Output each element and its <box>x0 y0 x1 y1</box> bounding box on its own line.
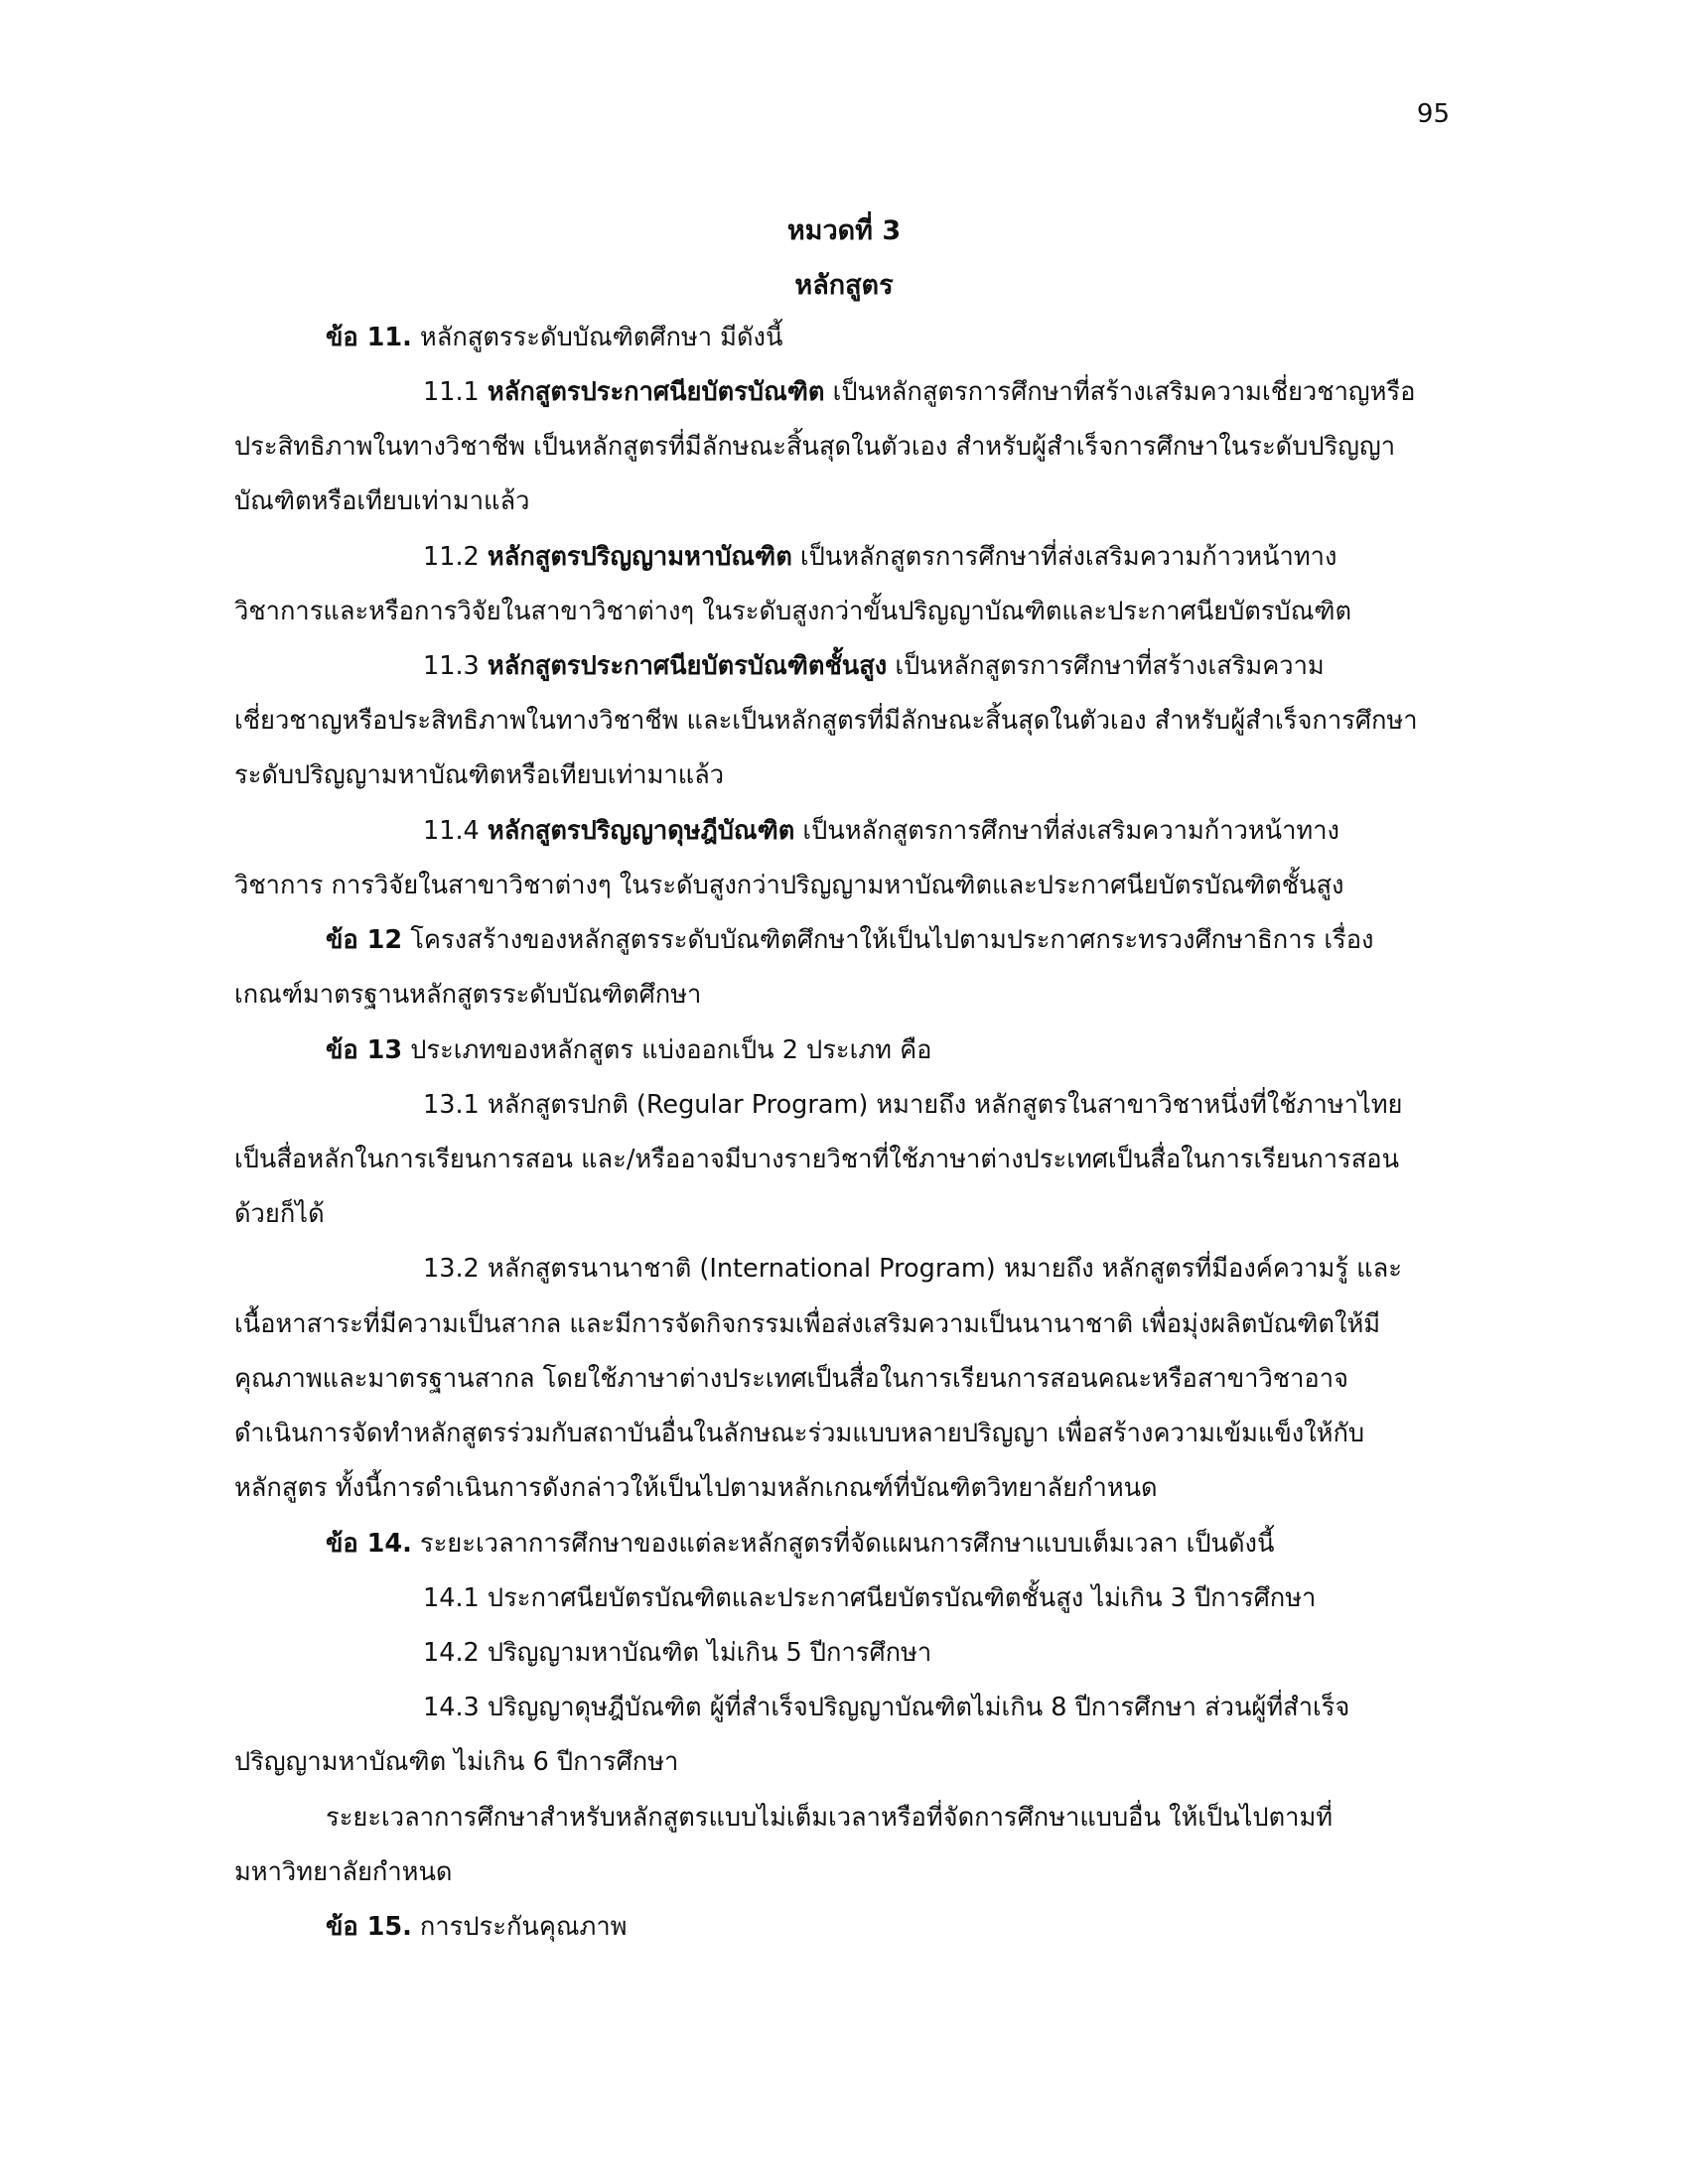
clause-12-line-1: ข้อ 12 โครงสร้างของหลักสูตรระดับบัณฑิตศึกษาให้เป็นไปตามประกาศกระทรวงศึกษาธิการ เรื่อง <box>326 925 1374 955</box>
item-11-4-line-1: 11.4 หลักสูตรปริญญาดุษฎีบัณฑิต เป็นหลักสูตรการศึกษาที่ส่งเสริมความก้าวหน้าทาง <box>423 816 1339 846</box>
item-11-3-line-1: 11.3 หลักสูตรประกาศนียบัตรบัณฑิตชั้นสูง เป็นหลักสูตรการศึกษาที่สร้างเสริมความ <box>423 651 1325 681</box>
clause-15-heading: ข้อ 15. การประกันคุณภาพ <box>326 1912 628 1942</box>
item-term: หลักสูตรประกาศนียบัตรบัณฑิต <box>487 377 825 407</box>
item-11-1-line-1: 11.1 หลักสูตรประกาศนียบัตรบัณฑิต เป็นหลักสูตรการศึกษาที่สร้างเสริมความเชี่ยวชาญหรือ <box>423 377 1416 407</box>
clause-13-heading: ข้อ 13 ประเภทของหลักสูตร แบ่งออกเป็น 2 ประเภท คือ <box>326 1035 932 1065</box>
chapter-heading: หมวดที่ 3 <box>786 215 902 246</box>
item-14-3-line-2: ปริญญามหาบัณฑิต ไม่เกิน 6 ปีการศึกษา <box>234 1747 679 1777</box>
item-term: หลักสูตรประกาศนียบัตรบัณฑิตชั้นสูง <box>487 651 888 681</box>
item-11-1-line-3: บัณฑิตหรือเทียบเท่ามาแล้ว <box>234 486 530 516</box>
item-term: หลักสูตรปริญญาดุษฎีบัณฑิต <box>487 816 795 846</box>
item-11-2-line-2: วิชาการและหรือการวิจัยในสาขาวิชาต่างๆ ในระดับสูงกว่าขั้นปริญญาบัณฑิตและประกาศนียบัตรบัณฑิต <box>234 597 1352 626</box>
item-term: หลักสูตรปริญญามหาบัณฑิต <box>487 542 792 572</box>
item-13-2-line-1: 13.2 หลักสูตรนานาชาติ (International Program) หมายถึง หลักสูตรที่มีองค์ความรู้ และ <box>423 1254 1402 1284</box>
item-11-2-line-1: 11.2 หลักสูตรปริญญามหาบัณฑิต เป็นหลักสูตรการศึกษาที่ส่งเสริมความก้าวหน้าทาง <box>423 542 1337 572</box>
page-number: 95 <box>1416 99 1450 129</box>
clause-11-heading <box>326 318 782 357</box>
item-13-2-line-3: คุณภาพและมาตรฐานสากล โดยใช้ภาษาต่างประเทศเป็นสื่อในการเรียนการสอนคณะหรือสาขาวิชาอาจ <box>234 1364 1348 1394</box>
clause-14-note-line-2: มหาวิทยาลัยกำหนด <box>234 1857 453 1887</box>
item-13-2-line-2: เนื้อหาสาระที่มีความเป็นสากล และมีการจัดกิจกรรมเพื่อส่งเสริมความเป็นนานาชาติ เพื่อมุ่งผลิตบัณฑิตให้มี <box>234 1309 1381 1339</box>
item-14-3-line-1: 14.3 ปริญญาดุษฎีบัณฑิต ผู้ที่สำเร็จปริญญาบัณฑิตไม่เกิน 8 ปีการศึกษา ส่วนผู้ที่สำเร็จ <box>423 1693 1350 1722</box>
clause-number: ข้อ 11. <box>326 323 412 352</box>
item-13-1-line-1: 13.1 หลักสูตรปกติ (Regular Program) หมายถึง หลักสูตรในสาขาวิชาหนึ่งที่ใช้ภาษาไทย <box>423 1090 1403 1120</box>
item-11-4-line-2: วิชาการ การวิจัยในสาขาวิชาต่างๆ ในระดับสูงกว่าปริญญามหาบัณฑิตและประกาศนียบัตรบัณฑิตชั้นสูง <box>234 871 1344 900</box>
section-title: หลักสูตร <box>794 270 894 301</box>
item-13-2-line-4: ดำเนินการจัดทำหลักสูตรร่วมกับสถาบันอื่นในลักษณะร่วมแบบหลายปริญญา เพื่อสร้างความเข้มแข็งให้กับ <box>234 1419 1365 1448</box>
clause-number: ข้อ 15. <box>326 1912 412 1942</box>
item-11-3-line-2: เชี่ยวชาญหรือประสิทธิภาพในทางวิชาชีพ และเป็นหลักสูตรที่มีลักษณะสิ้นสุดในตัวเอง สำหรับผู้สำเร็จการศึกษา <box>234 706 1418 736</box>
item-14-1: 14.1 ประกาศนียบัตรบัณฑิตและประกาศนียบัตรบัณฑิตชั้นสูง ไม่เกิน 3 ปีการศึกษา <box>423 1583 1317 1613</box>
item-13-1-line-3: ด้วยก็ได้ <box>234 1199 325 1229</box>
clause-14-heading: ข้อ 14. ระยะเวลาการศึกษาของแต่ละหลักสูตรที่จัดแผนการศึกษาแบบเต็มเวลา เป็นดังนี้ <box>326 1529 1275 1559</box>
clause-text: หลักสูตรระดับบัณฑิตศึกษา มีดังนี้ <box>411 323 783 352</box>
item-13-2-line-5: หลักสูตร ทั้งนี้การดำเนินการดังกล่าวให้เป็นไปตามหลักเกณฑ์ที่บัณฑิตวิทยาลัยกำหนด <box>234 1473 1158 1503</box>
clause-12-line-2: เกณฑ์มาตรฐานหลักสูตรระดับบัณฑิตศึกษา <box>234 980 702 1010</box>
item-11-1-line-2: ประสิทธิภาพในทางวิชาชีพ เป็นหลักสูตรที่มีลักษณะสิ้นสุดในตัวเอง สำหรับผู้สำเร็จการศึกษาในระดับปริญญา <box>234 432 1396 462</box>
item-13-1-line-2: เป็นสื่อหลักในการเรียนการสอน และ/หรืออาจมีบางรายวิชาที่ใช้ภาษาต่างประเทศเป็นสื่อในการเรียนการสอน <box>234 1145 1400 1174</box>
clause-number: ข้อ 12 <box>326 925 403 955</box>
clause-number: ข้อ 13 <box>326 1035 403 1065</box>
clause-14-note-line-1: ระยะเวลาการศึกษาสำหรับหลักสูตรแบบไม่เต็มเวลาหรือที่จัดการศึกษาแบบอื่น ให้เป็นไปตามที่ <box>326 1803 1334 1833</box>
clause-number: ข้อ 14. <box>326 1529 412 1559</box>
item-14-2: 14.2 ปริญญามหาบัณฑิต ไม่เกิน 5 ปีการศึกษา <box>423 1638 932 1668</box>
item-11-3-line-3: ระดับปริญญามหาบัณฑิตหรือเทียบเท่ามาแล้ว <box>234 760 725 790</box>
